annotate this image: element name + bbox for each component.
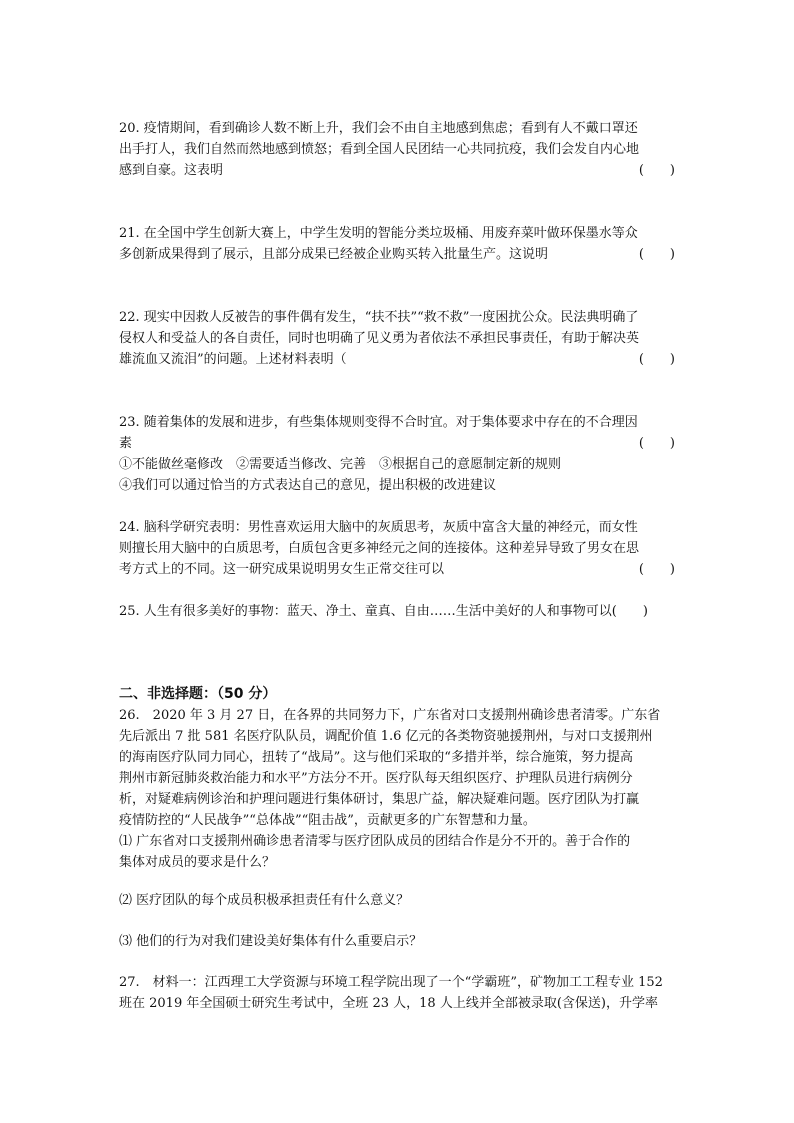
q24-stem-text: 考方式上的不同。这一研究成果说明男女生正常交往可以 bbox=[119, 562, 445, 577]
q26-sub2: ⑵ 医疗团队的每个成员积极承担责任有什么意义？ bbox=[119, 893, 410, 908]
q26-stem-line-2: 先后派出 7 批 581 名医疗队队员，调配价值 1.6 亿元的各类物资驰援荆州，与对口支援荆州 bbox=[119, 729, 653, 744]
q26-stem-line-3: 的海南医疗队同力同心，扭转了“战局”。这与他们采取的“多措并举，综合施策，努力提高 bbox=[119, 750, 633, 765]
q24-answer-paren[interactable]: ( ) bbox=[638, 562, 675, 577]
q26-sub1-line-2: 集体对成员的要求是什么？ bbox=[119, 855, 276, 870]
q26-stem-line-6: 疫情防控的“人民战争”“总体战”“阻击战”，贡献更多的广东智慧和力量。 bbox=[119, 813, 536, 828]
q26-stem-line-5: 析，对疑难病例诊治和护理问题进行集体研讨，集思广益，解决疑难问题。医疗团队为打赢 bbox=[119, 792, 640, 807]
q20-stem-line-1: 20. 疫情期间，看到确诊人数不断上升，我们会不由自主地感到焦虑；看到有人不戴口罩还 bbox=[119, 121, 638, 136]
q23-stem-line-1: 23. 随着集体的发展和进步，有些集体规则变得不合时宜。对于集体要求中存在的不合理因 bbox=[119, 415, 638, 430]
q26-sub1-line-1: ⑴ 广东省对口支援荆州确诊患者清零与医疗团队成员的团结合作是分不开的。善于合作的 bbox=[119, 834, 631, 849]
q21-stem-line-2 bbox=[119, 244, 675, 265]
q20-stem-line-2: 出手打人，我们自然而然地感到愤怒；看到全国人民团结一心共同抗疫，我们会发自内心地 bbox=[119, 142, 640, 157]
q25-stem-line: 25. 人生有很多美好的事物：蓝天、净土、童真、自由……生活中美好的人和事物可以( ) bbox=[119, 604, 648, 619]
q26-sub3: ⑶ 他们的行为对我们建设美好集体有什么重要启示？ bbox=[119, 934, 423, 949]
q22-stem-line-3 bbox=[119, 349, 675, 370]
q24-stem-line-1: 24. 脑科学研究表明：男性喜欢运用大脑中的灰质思考，灰质中富含大量的神经元，而女性 bbox=[119, 520, 638, 535]
q22-stem-line-1: 22. 现实中因救人反被告的事件偶有发生，“扶不扶”“救不救”一度困扰公众。民法典明确了 bbox=[119, 310, 639, 325]
q27-stem-line-1: 27. 材料一：江西理工大学资源与环境工程学院出现了一个“学霸班”，矿物加工工程专业 152 bbox=[119, 975, 663, 990]
q23-stem-text: 素 bbox=[119, 436, 133, 451]
q24-stem-line-2: 则擅长用大脑中的白质思考，白质包含更多神经元之间的连接体。这种差异导致了男女在思 bbox=[119, 541, 640, 556]
q24-stem-line-3 bbox=[119, 559, 675, 580]
q27-stem-line-2: 班在 2019 年全国硕士研究生考试中，全班 23 人，18 人上线并全部被录取(含保送)，升学率 bbox=[119, 996, 658, 1011]
q23-stem-line-2 bbox=[119, 433, 675, 454]
q22-answer-paren[interactable]: ( ) bbox=[638, 352, 675, 367]
section-2-title: 二、非选择题：（50 分） bbox=[119, 686, 277, 702]
q20-stem-line-3 bbox=[119, 160, 675, 181]
q26-stem-line-1: 26. 2020 年 3 月 27 日，在各界的共同努力下，广东省对口支援荆州确诊患者清零。广东省 bbox=[119, 708, 661, 723]
q20-stem-text: 感到自豪。这表明 bbox=[119, 163, 224, 178]
q22-stem-line-2: 侵权人和受益人的各自责任，同时也明确了见义勇为者依法不承担民事责任，有助于解决英 bbox=[119, 331, 640, 346]
q23-items-line-2: ④我们可以通过恰当的方式表达自己的意见，提出积极的改进建议 bbox=[119, 478, 497, 493]
q23-answer-paren[interactable]: ( ) bbox=[638, 436, 675, 451]
q21-stem-line-1: 21. 在全国中学生创新大赛上，中学生发明的智能分类垃圾桶、用废弃菜叶做环保墨水等众 bbox=[119, 226, 638, 241]
q22-stem-text: 雄流血又流泪”的问题。上述材料表明（ bbox=[119, 352, 347, 367]
q26-stem-line-4: 荆州市新冠肺炎救治能力和水平”方法分不开。医疗队每天组织医疗、护理队员进行病例分 bbox=[119, 771, 633, 786]
q21-answer-paren[interactable]: ( ) bbox=[638, 247, 675, 262]
q20-answer-paren[interactable]: ( ) bbox=[638, 163, 675, 178]
q21-stem-text: 多创新成果得到了展示，且部分成果已经被企业购买转入批量生产。这说明 bbox=[119, 247, 549, 262]
q23-items-line-1: ①不能做丝毫修改 ②需要适当修改、完善 ③根据自己的意愿制定新的规则 bbox=[119, 457, 562, 472]
